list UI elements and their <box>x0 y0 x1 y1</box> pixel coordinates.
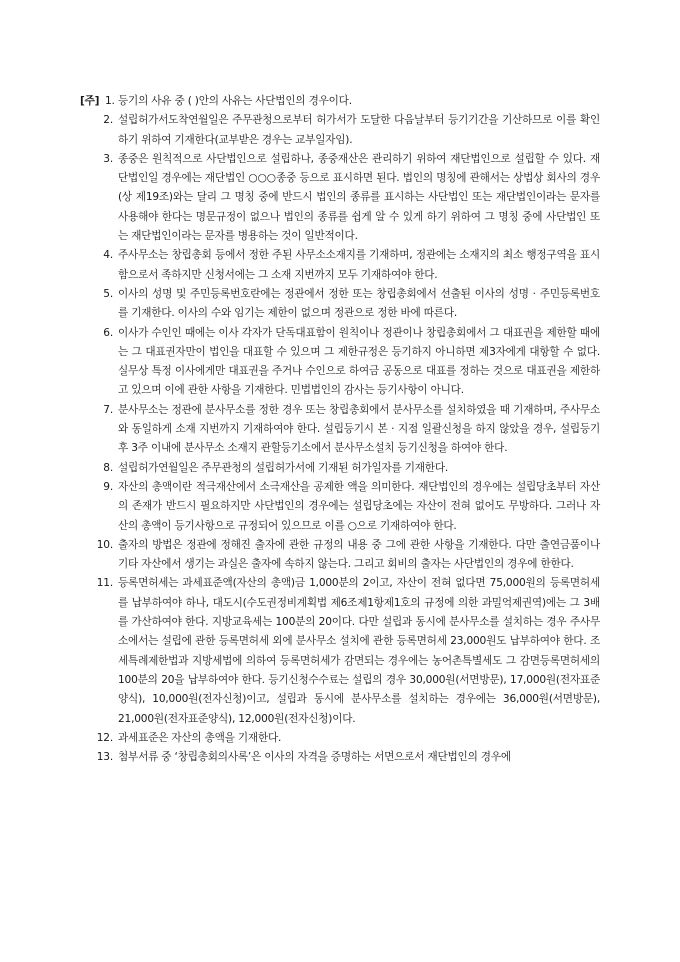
item-number: 13. <box>96 751 113 764</box>
note-row-1 <box>80 92 600 111</box>
item-number: 11. <box>96 577 113 590</box>
item-number: 6. <box>103 326 113 339</box>
list-item <box>80 246 600 285</box>
item-text: 설립허가연월일은 주무관청의 설립허가서에 기재된 허가일자를 기재한다. <box>118 461 449 474</box>
item-text: 첨부서류 중 ‘창립총회의사록’은 이사의 자격을 증명하는 서면으로서 재단법인의 경우에 <box>118 751 511 764</box>
list-item <box>80 574 600 728</box>
note-body <box>105 92 600 111</box>
list-item <box>80 111 600 150</box>
item-number: 5. <box>103 287 113 300</box>
list-item <box>80 536 600 575</box>
item-text: 등기의 사유 중 ( )안의 사유는 사단법인의 경우이다. <box>118 95 352 107</box>
item-number: 3. <box>103 152 113 165</box>
list-item <box>80 285 600 324</box>
item-text: 주사무소는 창립총회 등에서 정한 주된 사무소소재지를 기재하며, 정관에는 소재지의 최소 행정구역을 표시함으로서 족하지만 신청서에는 그 소재 지번까지 모두 기재하여야 한다. <box>118 249 600 281</box>
item-text: 분사무소는 정관에 분사무소를 정한 경우 또는 창립총회에서 분사무소를 설치하였을 때 기재하며, 주사무소와 동일하게 소재 지번까지 기재하여야 한다. 설립등기시 본 · 지점 일괄신청을 하지 않았을 경우, 설립등기 후 3주 이내에 분사무소 소재지 관할등기소에서 분사무소설치 등기신청을 하여야 한다. <box>118 403 600 455</box>
item-number: 1. <box>105 95 115 107</box>
item-text: 설립허가서도착연월일은 주무관청으로부터 허가서가 도달한 다음날부터 등기기간을 기산하므로 이를 확인하기 위하여 기재한다(교부받은 경우는 교부일자임). <box>118 114 600 146</box>
list-item <box>80 729 600 748</box>
item-number: 10. <box>96 538 113 551</box>
item-text: 출자의 방법은 정관에 정해진 출자에 관한 규정의 내용 중 그에 관한 사항을 기재한다. 다만 출연금품이나 기타 자산에서 생기는 과실은 출자에 속하지 않는다. 그리고 회비의 출자는 사단법인의 경우에 한한다. <box>118 538 600 571</box>
item-number: 2. <box>103 114 113 127</box>
item-number: 8. <box>103 461 113 474</box>
item-text: 등록면허세는 과세표준액(자산의 총액)금 1,000분의 2이고, 자산이 전혀 없다면 75,000원의 등록면허세를 납부하여야 하나, 대도시(수도권정비계획법 제6조제1항제1호의 규정에 의한 과밀억제권역)에는 그 3배를 가산하여야 한다. 지방교육세는 100분의 20이다. 다만 설립과 동시에 분사무소를 설치하는 경우 주사무소에서는 설립에 관한 등록면허세 외에 분사무소 설치에 관한 등록면허세 23,000원도 납부하여야 한다. 조세특례제한법과 지방세법에 의하여 등록면허세가 감면되는 경우에는 농어촌특별세도 그 감면등록면허세의 100분의 20을 납부하여야 한다. 등기신청수수료는 설립의 경우 30,000원(서면방문), 17,000원(전자표준양식), 10,000원(전자신청)이고, 설립과 동시에 분사무소를 설치하는 경우에는 36,000원(서면방문), 21,000원(전자표준양식), 12,000원(전자신청)이다. <box>118 577 600 725</box>
list-item <box>80 748 600 767</box>
item-number: 7. <box>103 403 113 416</box>
notes-section <box>80 92 600 767</box>
item-number: 12. <box>96 731 113 744</box>
item-text: 이사의 성명 및 주민등록번호란에는 정관에서 정한 또는 창립총회에서 선출된 이사의 성명 · 주민등록번호를 기재한다. 이사의 수와 임기는 제한이 없으며 정관으로 정한 바에 따른다. <box>118 287 600 320</box>
list-item <box>80 478 600 536</box>
item-text: 이사가 수인인 때에는 이사 각자가 단독대표함이 원칙이나 정관이나 창립총회에서 그 대표권을 제한할 때에는 그 대표권자만이 법인을 대표할 수 있으며 그 제한규정은 등기하지 아니하면 제3자에게 대항할 수 없다. 실무상 특정 이사에게만 대표권을 주거나 수인으로 하여금 공동으로 대표를 정하는 것으로 대표권을 제한하고 있으며 이에 관한 사항을 기재한다. 민법법인의 감사는 등기사항이 아니다. <box>118 326 600 397</box>
item-number: 4. <box>103 249 113 262</box>
item-number: 9. <box>103 480 113 493</box>
item-text: 자산의 총액이란 적극재산에서 소극재산을 공제한 액을 의미한다. 재단법인의 경우에는 설립당초부터 자산의 존재가 반드시 필요하지만 사단법인의 경우에는 설립당초에는 자산이 전혀 없어도 무방하다. 그러나 자산의 총액이 등기사항으로 규정되어 있으므로 이를 ○으로 기재하여야 한다. <box>118 480 600 532</box>
note-label: [주] <box>80 95 100 107</box>
list-item <box>105 92 600 111</box>
list-item <box>80 324 600 401</box>
item-text: 종중은 원칙적으로 사단법인으로 설립하나, 종중재산은 관리하기 위하여 재단법인으로 설립할 수 있다. 재단법인일 경우에는 재단법인 ○○○종중 등으로 표시하면 된다. 법인의 명칭에 관해서는 상법상 회사의 경우(상 제19조)와는 달리 그 명칭 중에 반드시 법인의 종류를 표시하는 사단법인 또는 재단법인이라는 문자를 사용해야 한다는 명문규정이 없으나 법인의 종류를 쉽게 알 수 있게 하기 위하여 그 명칭 중에 사단법인 또는 재단법인이라는 문자를 병용하는 것이 일반적이다. <box>118 152 600 243</box>
list-item <box>80 459 600 478</box>
item-text: 과세표준은 자산의 총액을 기재한다. <box>118 731 282 744</box>
list-item <box>80 150 600 246</box>
list-item <box>80 401 600 459</box>
